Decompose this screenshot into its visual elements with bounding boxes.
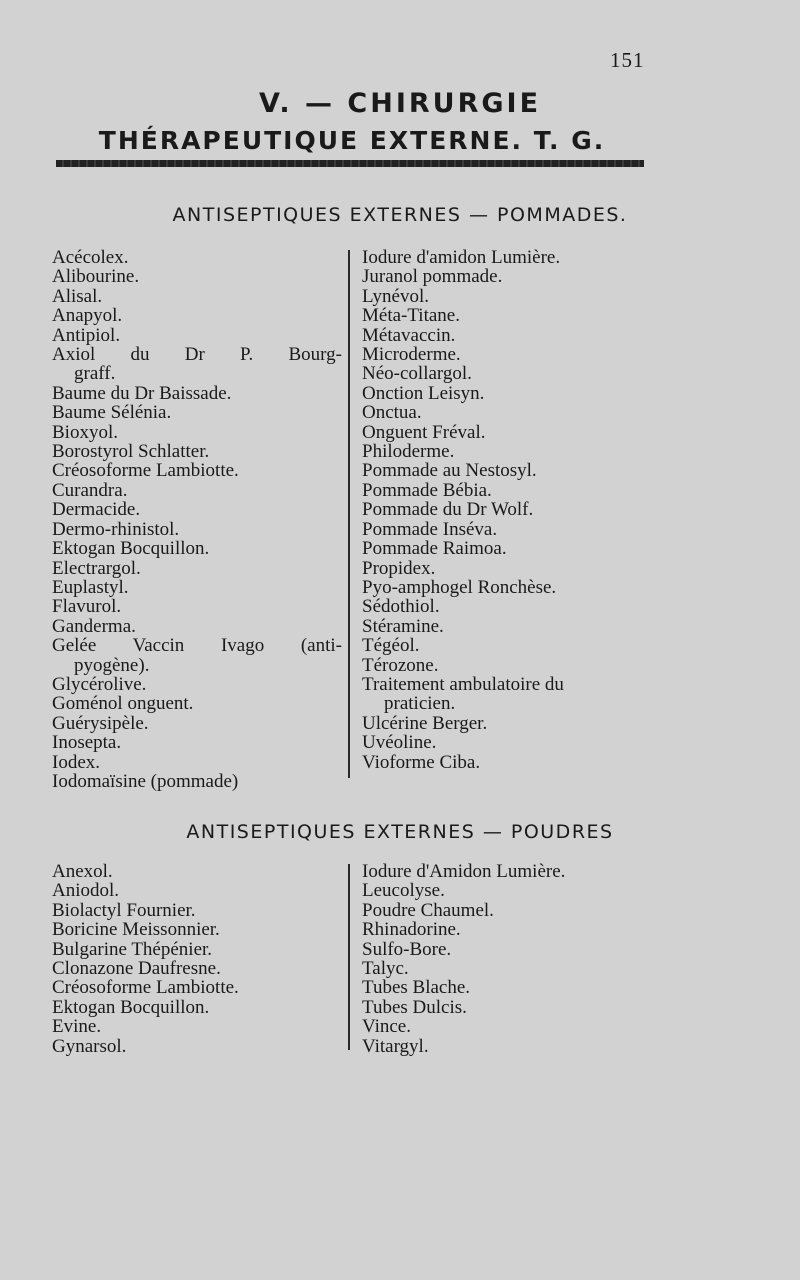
list-item: Leucolyse. bbox=[362, 880, 445, 902]
list-item: Pyo-amphogel Ronchèse. bbox=[362, 576, 557, 598]
list-item: Goménol onguent. bbox=[52, 693, 194, 715]
list-item: Tégéol. bbox=[362, 635, 420, 657]
poudres-left-column bbox=[52, 862, 342, 1056]
list-item: Alibourine. bbox=[52, 266, 140, 288]
poudres-right-column bbox=[362, 862, 662, 1056]
list-item: Ganderma. bbox=[52, 615, 136, 637]
list-item: Tubes Blache. bbox=[362, 977, 471, 999]
list-item-continuation: praticien. bbox=[384, 693, 456, 715]
list-item: Juranol pommade. bbox=[362, 266, 503, 288]
list-item: Traitement ambulatoire du bbox=[362, 673, 564, 695]
list-item: Guérysipèle. bbox=[52, 712, 149, 734]
list-item: Talyc. bbox=[362, 958, 409, 980]
list-item: Iodomaïsine (pommade) bbox=[52, 770, 239, 792]
list-item: Microderme. bbox=[362, 344, 461, 366]
list-item: Métavaccin. bbox=[362, 324, 456, 346]
section-heading-poudres: ANTISEPTIQUES EXTERNES — POUDRES bbox=[186, 821, 614, 843]
list-item-continuation: pyogène). bbox=[74, 654, 150, 676]
list-item: Onguent Fréval. bbox=[362, 421, 486, 443]
list-item: Stéramine. bbox=[362, 615, 444, 637]
list-item: Gelée Vaccin Ivago (anti- bbox=[52, 635, 342, 657]
list-item: Tubes Dulcis. bbox=[362, 996, 467, 1018]
list-item: Iodure d'amidon Lumière. bbox=[362, 247, 561, 268]
list-item: Iodure d'Amidon Lumière. bbox=[362, 861, 566, 882]
title-rule bbox=[56, 160, 644, 167]
list-item: Flavurol. bbox=[52, 596, 122, 618]
list-item: Lynévol. bbox=[362, 285, 430, 307]
list-item: Alisal. bbox=[52, 285, 103, 307]
list-item: Euplastyl. bbox=[52, 576, 129, 598]
list-item: Vitargyl. bbox=[362, 1035, 429, 1057]
list-item: Acécolex. bbox=[52, 247, 129, 268]
list-item: Vioforme Ciba. bbox=[362, 751, 481, 773]
chapter-subtitle: THÉRAPEUTIQUE EXTERNE. T. G. bbox=[98, 126, 606, 155]
list-item: Glycérolive. bbox=[52, 673, 147, 695]
list-item: Pommade du Dr Wolf. bbox=[362, 499, 534, 521]
list-item: Axiol du Dr P. Bourg- bbox=[52, 344, 342, 366]
list-item: Néo-collargol. bbox=[362, 363, 472, 385]
list-item: Iodex. bbox=[52, 751, 101, 773]
list-item: Curandra. bbox=[52, 479, 128, 501]
list-item: Créosoforme Lambiotte. bbox=[52, 977, 239, 999]
list-item: Gynarsol. bbox=[52, 1035, 127, 1057]
list-item: Electrargol. bbox=[52, 557, 141, 579]
list-item: Vince. bbox=[362, 1016, 411, 1038]
list-item-continuation: graff. bbox=[74, 363, 116, 385]
list-item: Pommade au Nestosyl. bbox=[362, 460, 537, 482]
list-item: Pommade Inséva. bbox=[362, 518, 498, 540]
list-item: Antipiol. bbox=[52, 324, 121, 346]
pommades-right-column bbox=[362, 248, 662, 772]
list-item: Méta-Titane. bbox=[362, 305, 460, 327]
list-item: Dermacide. bbox=[52, 499, 141, 521]
column-divider bbox=[348, 250, 350, 778]
list-item: Sulfo-Bore. bbox=[362, 938, 452, 960]
list-item: Anexol. bbox=[52, 861, 113, 882]
list-item: Pommade Raimoa. bbox=[362, 538, 507, 560]
list-item: Rhinadorine. bbox=[362, 919, 461, 941]
list-item: Bulgarine Thépénier. bbox=[52, 938, 213, 960]
list-item: Onctua. bbox=[362, 402, 422, 424]
section-heading-pommades: ANTISEPTIQUES EXTERNES — POMMADES. bbox=[172, 204, 628, 226]
list-item: Térozone. bbox=[362, 654, 439, 676]
list-item: Poudre Chaumel. bbox=[362, 899, 494, 921]
column-divider bbox=[348, 864, 350, 1050]
list-item: Propidex. bbox=[362, 557, 436, 579]
list-item: Bioxyol. bbox=[52, 421, 118, 443]
list-item: Créosoforme Lambiotte. bbox=[52, 460, 239, 482]
list-item: Biolactyl Fournier. bbox=[52, 899, 196, 921]
page-number: 151 bbox=[610, 48, 645, 72]
list-item: Baume Sélénia. bbox=[52, 402, 172, 424]
list-item: Pommade Bébia. bbox=[362, 479, 492, 501]
list-item: Ektogan Bocquillon. bbox=[52, 996, 210, 1018]
chapter-title: V. — CHIRURGIE bbox=[258, 88, 542, 119]
list-item: Philoderme. bbox=[362, 441, 455, 463]
list-item: Baume du Dr Baissade. bbox=[52, 382, 232, 404]
list-item: Onction Leisyn. bbox=[362, 382, 485, 404]
list-item: Aniodol. bbox=[52, 880, 120, 902]
list-item: Clonazone Daufresne. bbox=[52, 958, 221, 980]
list-item: Anapyol. bbox=[52, 305, 123, 327]
list-item: Ektogan Bocquillon. bbox=[52, 538, 210, 560]
list-item: Boricine Meissonnier. bbox=[52, 919, 220, 941]
list-item: Dermo-rhinistol. bbox=[52, 518, 180, 540]
list-item: Borostyrol Schlatter. bbox=[52, 441, 210, 463]
list-item: Uvéoline. bbox=[362, 732, 437, 754]
list-item: Inosepta. bbox=[52, 732, 122, 754]
list-item: Sédothiol. bbox=[362, 596, 440, 618]
list-item: Evine. bbox=[52, 1016, 102, 1038]
list-item: Ulcérine Berger. bbox=[362, 712, 488, 734]
pommades-left-column bbox=[52, 248, 342, 791]
